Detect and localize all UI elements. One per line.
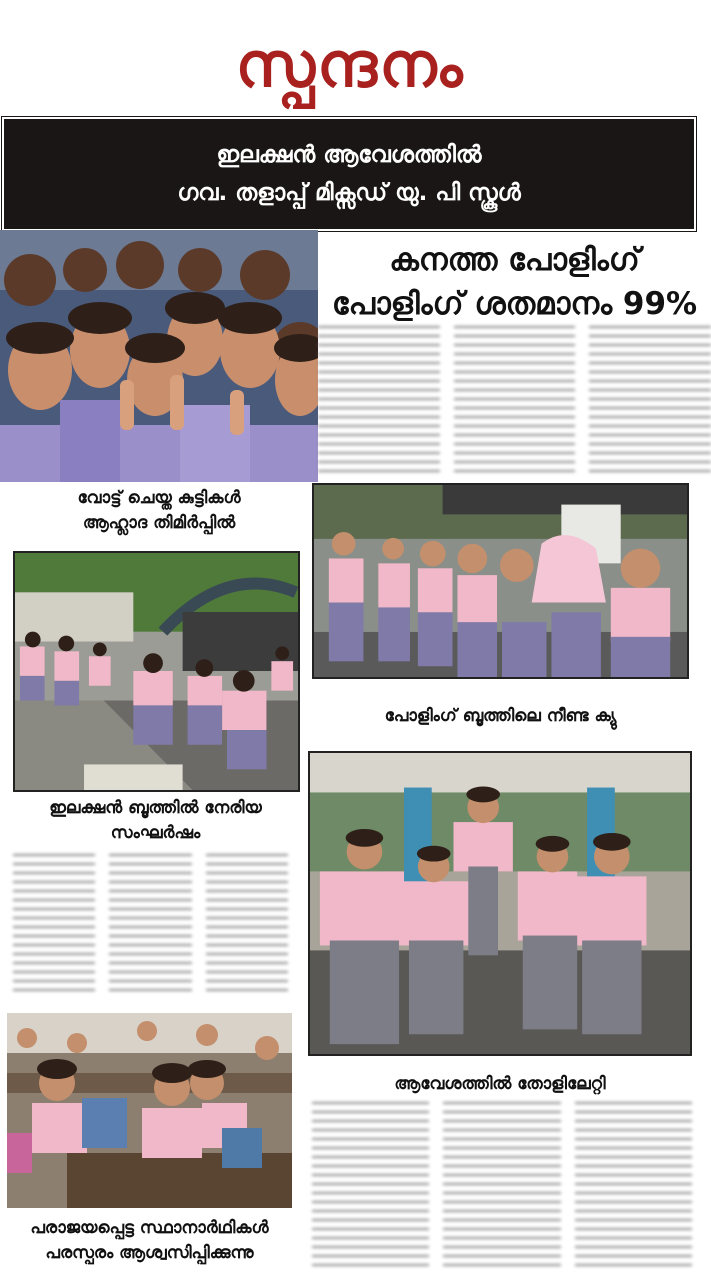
headline-banner (2, 117, 696, 231)
headline-line-1: കനത്ത പോളിംഗ് (389, 242, 640, 278)
caption-voted-children (0, 486, 318, 536)
headline-line-2: പോളിംഗ് ശതമാനം 99% (331, 286, 698, 322)
caption-line: വോട്ട് ചെയ്ത കുട്ടികൾ (77, 488, 241, 508)
photo-losers-console (7, 1013, 292, 1208)
caption-line: പരാജയപ്പെട്ട സ്ഥാനാർഥികൾ (30, 1218, 269, 1238)
banner-line-1: ഇലക്ഷൻ ആവേശത്തിൽ (216, 142, 482, 168)
photo-voted-children (0, 230, 318, 482)
caption-losers-console (0, 1216, 299, 1266)
article-text-celebration (312, 1098, 692, 1270)
caption-booth-clash (0, 796, 311, 846)
masthead-title: സ്പന്ദനം (235, 28, 465, 101)
caption-long-queue: പോളിംഗ് ബൂത്തിലെ നീണ്ട ക്യു (384, 706, 617, 726)
photo-celebration (308, 751, 692, 1056)
article-text-polling (318, 322, 711, 472)
caption-celebration: ആവേശത്തിൽ തോളിലേറ്റി (394, 1074, 606, 1094)
photo-booth-clash (13, 551, 300, 792)
article-text-clash (13, 850, 288, 998)
caption-line: ഇലക്ഷൻ ബൂത്തിൽ നേരിയ (49, 798, 262, 818)
caption-line: പരസ്പരം ആശ്വസിപ്പിക്കുന്നു (45, 1243, 254, 1263)
photo-long-queue (312, 483, 689, 679)
caption-line: ആഹ്ലാദ തിമിർപ്പിൽ (82, 513, 236, 533)
banner-line-2: ഗവ. തളാപ്പ് മിക്സഡ് യു. പി സ്കൂൾ (177, 180, 521, 206)
caption-line: സംഘർഷം (110, 823, 201, 843)
headline (318, 238, 711, 326)
